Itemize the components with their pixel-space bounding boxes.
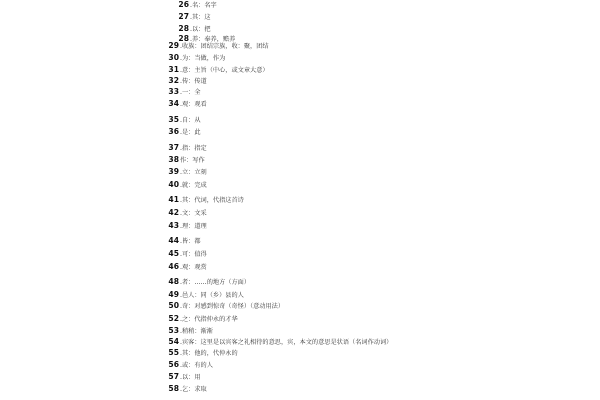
- item-number: 29: [168, 41, 179, 50]
- list-item: [165, 54, 225, 62]
- list-item: [165, 128, 201, 136]
- item-text: .其：代词，代指这首诗: [180, 197, 244, 204]
- item-text: .养：奉养，赡养: [190, 36, 236, 43]
- item-text: .收族：团结宗族，收：聚，团结: [180, 43, 269, 50]
- list-item: [175, 13, 211, 21]
- list-item: [165, 209, 207, 217]
- item-text: .立：立刻: [180, 169, 207, 176]
- item-text: .乞：求取: [180, 386, 207, 393]
- list-item: [165, 88, 201, 96]
- item-number: 39: [168, 167, 179, 176]
- item-number: 32: [168, 76, 179, 85]
- item-number: 41: [168, 195, 179, 204]
- item-text: .就：完成: [180, 182, 207, 189]
- item-text: .名：名字: [190, 2, 217, 9]
- list-item: [165, 278, 250, 286]
- item-number: 56: [168, 360, 179, 369]
- list-item: [165, 291, 244, 299]
- list-item: [175, 1, 217, 9]
- item-text: .观：观看: [180, 101, 207, 108]
- item-number: 38: [168, 155, 179, 164]
- item-number: 33: [168, 87, 179, 96]
- item-number: 58: [168, 384, 179, 393]
- list-item: [165, 116, 201, 124]
- item-text: .为：当做，作为: [180, 55, 226, 62]
- item-text: .指：指定: [180, 145, 207, 152]
- item-number: 53: [168, 326, 179, 335]
- list-item: [165, 181, 207, 189]
- item-number: 28: [178, 24, 189, 33]
- item-text: .稍稍：渐渐: [180, 328, 213, 335]
- list-item: [165, 222, 207, 230]
- item-number: 48: [168, 277, 179, 286]
- item-text: .皆：都: [180, 238, 201, 245]
- list-item: [165, 144, 207, 152]
- list-item: [165, 168, 207, 176]
- item-text: .以：用: [180, 374, 201, 381]
- item-text: .观：观赏: [180, 264, 207, 271]
- list-item: [165, 250, 207, 258]
- item-number: 57: [168, 372, 179, 381]
- list-item: [165, 263, 207, 271]
- item-number: 50: [168, 301, 179, 310]
- list-item: [165, 156, 205, 164]
- item-number: 45: [168, 249, 179, 258]
- list-item: [165, 338, 392, 346]
- list-item: [165, 373, 201, 381]
- item-number: 46: [168, 262, 179, 271]
- list-item: [165, 77, 207, 85]
- list-item: [175, 25, 211, 33]
- item-number: 34: [168, 99, 179, 108]
- list-item: [165, 100, 207, 108]
- item-number: 27: [178, 12, 189, 21]
- item-number: 37: [168, 143, 179, 152]
- item-number: 49: [168, 290, 179, 299]
- item-number: 40: [168, 180, 179, 189]
- item-number: 52: [168, 314, 179, 323]
- item-number: 26: [178, 0, 189, 9]
- list-item: [165, 315, 238, 323]
- item-number: 44: [168, 236, 179, 245]
- item-number: 55: [168, 348, 179, 357]
- item-number: 28: [178, 34, 189, 43]
- item-text: .其：这: [190, 14, 211, 21]
- list-item: [165, 66, 269, 74]
- item-text: .其：他的，代仲永的: [180, 350, 238, 357]
- list-item: [165, 237, 201, 245]
- item-number: 30: [168, 53, 179, 62]
- item-text: .可：值得: [180, 251, 207, 258]
- item-text: .一：全: [180, 89, 201, 96]
- list-item: [165, 196, 244, 204]
- item-text: .以：把: [190, 26, 211, 33]
- item-text: .意：主旨（中心，或文章大意）: [180, 67, 269, 74]
- item-text: .之：代指仲永的才华: [180, 316, 238, 323]
- list-item: [165, 327, 213, 335]
- item-text: .奇：对感到惊奇（奇怪）（意动用法）: [180, 303, 285, 310]
- item-text: .宾客：这里是以宾客之礼相待的意思，宾，本文的意思是状语（名词作动词）: [180, 339, 393, 346]
- list-item: [165, 385, 207, 393]
- item-text: .传：传道: [180, 78, 207, 85]
- item-text: .是：此: [180, 129, 201, 136]
- item-number: 54: [168, 337, 179, 346]
- item-text: .或：有的人: [180, 362, 213, 369]
- item-number: 31: [168, 65, 179, 74]
- item-number: 35: [168, 115, 179, 124]
- item-number: 36: [168, 127, 179, 136]
- item-number: 42: [168, 208, 179, 217]
- item-text: .者：……的地方（方面）: [180, 279, 251, 286]
- list-item: [165, 361, 213, 369]
- item-text: .文：文采: [180, 210, 207, 217]
- item-text: .自：从: [180, 117, 201, 124]
- item-text: 作：写作: [180, 157, 205, 164]
- item-text: .邑人：同（乡）县的人: [180, 292, 244, 299]
- item-number: 43: [168, 221, 179, 230]
- item-text: .理：道理: [180, 223, 207, 230]
- list-item: [165, 42, 269, 50]
- list-item: [165, 349, 238, 357]
- list-item: [165, 302, 284, 310]
